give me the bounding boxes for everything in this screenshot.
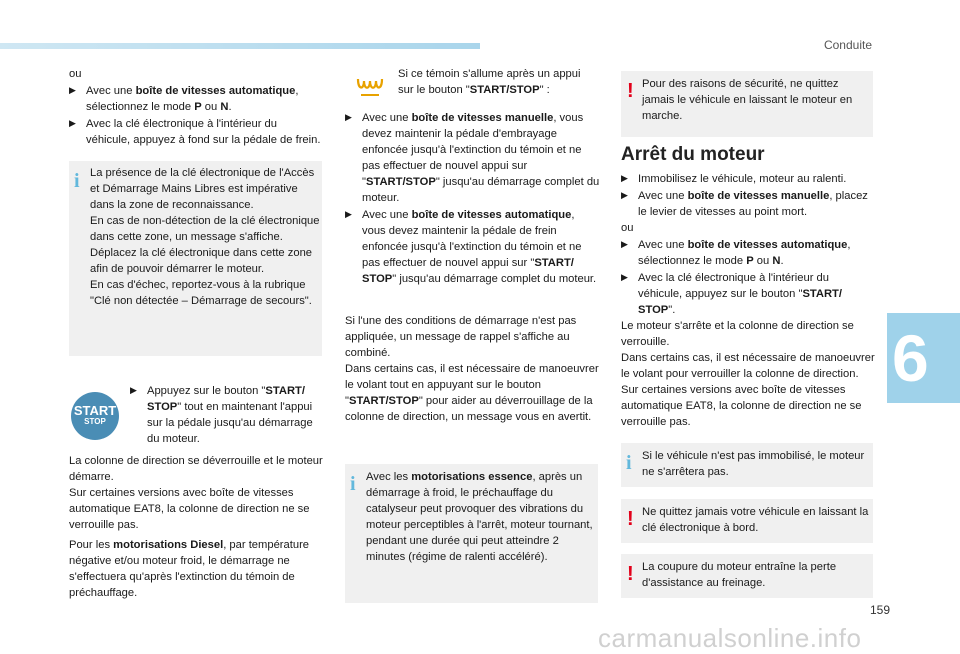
text: " tout en maintenant l'appui sur la pédale jusqu'au démarrage du moteur. <box>147 401 313 445</box>
text: , après un démarrage à froid, le préchauffage du catalyseur peut provoquer des vibrations du moteur perceptibles à l'arrêt, moteur tournant, pendant une durée qui peut atteindre 2 minutes (régime de ralenti accéléré). <box>366 471 593 563</box>
press-start-instruction <box>130 382 324 447</box>
arrow-bullet-icon: ▶ <box>345 112 352 122</box>
info-box-key-presence <box>69 161 322 356</box>
text: Avec la clé électronique à l'intérieur du véhicule, appuyez sur le bouton " <box>638 272 829 300</box>
warning-box-key-inside <box>621 499 873 543</box>
col2-bullets <box>345 109 600 287</box>
bold-text: boîte de vitesses automatique <box>411 209 572 221</box>
chapter-number: 6 <box>892 321 929 395</box>
arrow-bullet-icon: ▶ <box>621 272 628 282</box>
text: Pour les <box>69 539 114 551</box>
section-heading: Arrêt du moteur <box>621 144 765 165</box>
text: " pour aider au déverrouillage de la colonne de direction, un message vous en avertit. <box>345 395 593 423</box>
warning-box-engine-running <box>621 71 873 137</box>
bullet-press-stop <box>621 269 876 318</box>
text: Avec une <box>86 85 136 97</box>
text: , par température négative et/ou moteur froid, le démarrage ne s'effectuera qu'après l'extinction du témoin de préchauffage. <box>69 539 310 599</box>
text: , sélectionnez le mode <box>86 85 299 113</box>
bold-text: START/STOP <box>365 176 436 188</box>
bold-text: boîte de vitesses automatique <box>687 239 848 251</box>
text: " jusqu'au démarrage complet du moteur. <box>392 273 597 285</box>
text: " : <box>539 84 550 96</box>
text: ou <box>201 101 221 113</box>
info-box-not-immobilised <box>621 443 873 487</box>
text: Si l'une des conditions de démarrage n'est pas appliquée, un message de rappel s'affiche au combiné. Dans certains cas, il est nécessaire de manoeuvrer le volant tout en appuyant sur le bouton " <box>345 315 599 407</box>
arrow-bullet-icon: ▶ <box>69 118 76 128</box>
bold-text: boîte de vitesses automatique <box>135 85 296 97</box>
text: " jusqu'au démarrage complet du moteur. <box>362 176 600 204</box>
text: . <box>780 255 784 267</box>
text: Avec une <box>362 112 412 124</box>
bold-text: START/STOP <box>348 395 419 407</box>
info-text <box>366 469 594 565</box>
text: Immobilisez le véhicule, moteur au ralenti. <box>638 173 847 185</box>
bold-text: START/ STOP <box>147 385 305 413</box>
bold-text: motorisations essence <box>411 471 533 483</box>
arrow-bullet-icon: ▶ <box>69 85 76 95</box>
info-text: Si le véhicule n'est pas immobilisé, le moteur ne s'arrêtera pas. <box>642 450 865 478</box>
text: ". <box>668 304 676 316</box>
text: , sélectionnez le mode <box>638 239 851 267</box>
bold-text: motorisations Diesel <box>113 539 224 551</box>
stop-label: STOP <box>84 417 106 426</box>
text: Avec une <box>638 190 688 202</box>
warning-icon: ! <box>627 508 634 530</box>
or-label: ou <box>69 68 82 80</box>
bullet-manual-gearbox <box>345 109 600 206</box>
preheat-coil-icon <box>355 76 385 98</box>
warning-text: Pour des raisons de sécurité, ne quittez jamais le véhicule en laissant le moteur en marche. <box>642 78 853 122</box>
warning-icon: ! <box>627 80 634 102</box>
or-label: ou <box>621 222 634 234</box>
steering-unlock-paragraph: La colonne de direction se déverrouille et le moteur démarre. Sur certaines versions avec boîte de vitesses automatique EAT8, la colonne de direction ne se verrouille pas. <box>69 455 323 531</box>
text: Avec les <box>366 471 412 483</box>
text: , placez le levier de vitesses au point mort. <box>638 190 868 218</box>
info-box-petrol <box>345 464 598 603</box>
arrow-bullet-icon: ▶ <box>345 209 352 219</box>
bullet-auto-mode <box>621 236 876 269</box>
text: . <box>228 101 232 113</box>
warning-text: Ne quittez jamais votre véhicule en laissant la clé électronique à bord. <box>642 506 869 534</box>
diesel-paragraph <box>69 537 324 601</box>
warning-box-brake-assist <box>621 554 873 598</box>
bold-text: START/STOP <box>469 84 540 96</box>
col1-intro <box>69 66 324 148</box>
info-icon: i <box>350 473 356 495</box>
bold-text: START/ STOP <box>362 257 574 285</box>
bullet-manual-neutral <box>621 187 876 220</box>
arrow-bullet-icon: ▶ <box>621 190 628 200</box>
bullet-key-brake <box>69 115 324 148</box>
text: Avec une <box>362 209 412 221</box>
start-conditions-paragraph <box>345 313 600 425</box>
bold-text: START/ STOP <box>638 288 843 316</box>
text: , vous devez maintenir la pédale de frein enfoncée jusqu'à l'extinction du témoin et ne pas effectuer de nouvel appui sur " <box>362 209 582 269</box>
bold-text: N <box>772 255 781 267</box>
start-label: START <box>73 403 117 418</box>
start-stop-button-icon <box>71 392 119 440</box>
info-icon: i <box>74 170 80 192</box>
bullet-press-start <box>130 382 324 447</box>
bold-text: boîte de vitesses manuelle <box>687 190 830 202</box>
info-icon: i <box>626 452 632 474</box>
bold-text: P <box>194 101 202 113</box>
bold-text: N <box>220 101 229 113</box>
stop-engine-steps <box>621 170 876 430</box>
arrow-bullet-icon: ▶ <box>130 385 137 395</box>
section-title: Conduite <box>823 38 872 52</box>
header-bar <box>0 43 480 49</box>
warning-text: La coupure du moteur entraîne la perte d'assistance au freinage. <box>642 561 837 589</box>
warning-icon: ! <box>627 563 634 585</box>
engine-stop-paragraph: Le moteur s'arrête et la colonne de direction se verrouille. Dans certains cas, il est nécessaire de manoeuvrer le volant pour verrouiller la colonne de direction. Sur certaines versions avec boîte de vitesses automatique EAT8, la colonne de direction ne se verrouille pas. <box>621 320 875 428</box>
arrow-bullet-icon: ▶ <box>621 239 628 249</box>
info-text: La présence de la clé électronique de l'Accès et Démarrage Mains Libres est impérative dans la zone de reconnaissance. En cas de non-détection de la clé électronique dans cette zone, un message s'affiche. Déplacez la clé électronique dans cette zone afin de pouvoir démarrer le moteur. En cas d'échec, reportez-vous à la rubrique "Clé non détectée – Démarrage de secours". <box>90 167 320 307</box>
text: Avec une <box>638 239 688 251</box>
bullet-auto-gearbox <box>69 82 324 115</box>
arrow-bullet-icon: ▶ <box>621 173 628 183</box>
bold-text: P <box>746 255 754 267</box>
bullet-immobilise <box>621 170 876 187</box>
text: , vous devez maintenir la pédale d'embrayage enfoncée jusqu'à l'extinction du témoin et ne pas effectuer de nouvel appui sur " <box>362 112 584 188</box>
bold-text: boîte de vitesses manuelle <box>411 112 554 124</box>
preheat-lamp-text <box>398 66 598 98</box>
page-number: 159 <box>870 603 891 617</box>
bullet-automatic-gearbox <box>345 206 600 287</box>
watermark: carmanualsonline.info <box>598 623 862 653</box>
text: Appuyez sur le bouton " <box>147 385 266 397</box>
text: Si ce témoin s'allume après un appui sur le bouton " <box>398 68 581 96</box>
text: ou <box>753 255 773 267</box>
text: Avec la clé électronique à l'intérieur du véhicule, appuyez à fond sur la pédale de frein. <box>86 118 321 146</box>
